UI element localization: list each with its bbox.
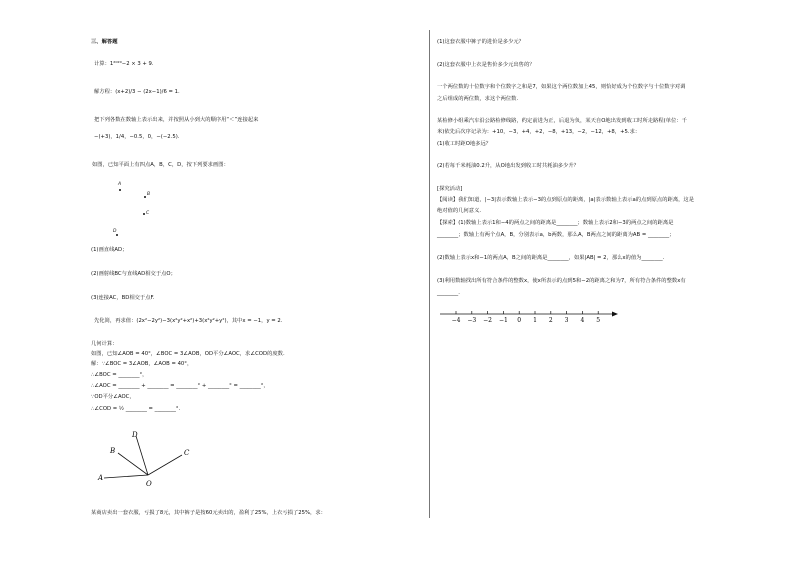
geometry-given: 如图，已知∠AOB = 40°，∠BOC = 3∠AOB，OD平分∠AOC，求∠COD的度数. bbox=[91, 351, 285, 357]
reading-hint-line-1: 【阅读】我们知道，|−3|表示数轴上表示−3的点到原点的距离，|a|表示数轴上表示a的点到原点的距离，这是 bbox=[437, 197, 695, 203]
number-line-ticks bbox=[452, 311, 601, 324]
geometry-step-2: ∴∠AOC = ________ + ________ = ________° + ________° = ________°， bbox=[91, 383, 269, 389]
explore-q1-line-2: ________；数轴上有两个点A，B，分别表示a，b两数，那么A，B两点之间的距离为AB = ________； bbox=[437, 232, 675, 238]
draw-step-2: (2)画射线BC与直线AD相交于点O； bbox=[91, 271, 176, 277]
digits-question-line-2: 之后组成的两位数，求这个两位数. bbox=[437, 96, 519, 102]
fig-label-d: D bbox=[132, 431, 138, 439]
number-order-values: −(+3)，1/4，−0.5，0，−(−2.5). bbox=[94, 134, 180, 140]
geometry-title: 几何计算： bbox=[91, 341, 118, 347]
taxi-sub-question-1: (1)收工时距O地多远？ bbox=[437, 141, 492, 147]
point-a-label: A bbox=[118, 182, 122, 187]
explore-q1-line-1: 【探索】(1)数轴上表示1和−4的两点之间的距离是________；数轴上表示2和−3的两点之间的距离是 bbox=[437, 220, 674, 226]
geometry-step-4: ∴∠COD = ½ ________ = ________°. bbox=[91, 406, 181, 412]
taxi-question-line-2: 米)依先后次序记录为：+10，−3，+4，+2，−8，+13，−2，−12，+8，+5.求： bbox=[437, 129, 641, 135]
point-d-label: D bbox=[113, 229, 117, 234]
point-a-dot bbox=[119, 189, 121, 191]
ray-oa bbox=[104, 475, 148, 478]
geometry-step-3: ∵OD平分∠AOC， bbox=[91, 394, 135, 400]
digits-question-line-1: 一个两位数的十位数字和个位数字之和是7，如果这个两位数加上45，则恰好成为个位数字与十位数字对调 bbox=[437, 84, 686, 90]
point-d-dot bbox=[116, 234, 118, 236]
number-line-tick-label: 3 bbox=[564, 317, 569, 324]
explore-title: [探究活动] bbox=[437, 186, 463, 192]
geometry-solution-intro: 解：∵∠BOC = 3∠AOB，∠AOB = 40°， bbox=[91, 361, 193, 367]
calc-problem: 计算：1²⁰²⁰−2 × 3 + 9. bbox=[94, 61, 154, 67]
store-question: 某商店卖出一套衣服，亏损了8元，其中裤子是按60元卖出的，盈利了25%，上衣亏损了25%，求： bbox=[91, 510, 326, 516]
number-line-arrow bbox=[612, 312, 618, 317]
number-line-tick-label: 4 bbox=[580, 317, 585, 324]
number-line-tick-label: −3 bbox=[467, 317, 477, 324]
ray-od bbox=[136, 436, 148, 475]
solve-equation-problem: 解方程：(x+2)/3 − (2x−1)/6 = 1. bbox=[94, 89, 180, 95]
draw-step-3: (3)连接AC，BD相交于点F. bbox=[91, 295, 155, 301]
taxi-question-line-1: 某检修小组乘汽车沿公路检修线路，约定前进为正，后退为负，某天自O地出发到收工时所走路程(单位：千 bbox=[437, 118, 687, 124]
ray-ob bbox=[118, 453, 148, 475]
explore-q2: (2)数轴上表示x和−1的两点A，B之间的距离是________，如果|AB| = 2，那么x的值为________. bbox=[437, 255, 665, 261]
store-sub-question-2: (2)这套衣服中上衣是售价多少元出售的？ bbox=[437, 62, 535, 68]
number-line-tick-label: 1 bbox=[533, 317, 537, 324]
angle-figure bbox=[96, 428, 196, 490]
number-line-tick-label: 2 bbox=[548, 317, 553, 324]
fig-label-b: B bbox=[110, 447, 116, 455]
fig-label-c: C bbox=[184, 449, 190, 457]
ray-oc bbox=[148, 455, 182, 475]
fig-label-a: A bbox=[98, 474, 104, 482]
point-c-dot bbox=[143, 213, 145, 215]
number-line-tick-label: −2 bbox=[483, 317, 493, 324]
fig-label-o: O bbox=[146, 480, 152, 488]
reading-hint-line-2: 绝对值的几何意义. bbox=[437, 208, 482, 214]
number-line bbox=[436, 306, 622, 330]
points-question: 如图，已知平面上有四点A，B，C，D，按下列要求画图： bbox=[92, 162, 229, 168]
number-line-tick-label: −4 bbox=[451, 317, 461, 324]
explore-q3-line-1: (3)利用数轴找出所有符合条件的整数x，使x所表示的点到5和−2的距离之和为7，所有符合条件的整数x有 bbox=[437, 278, 686, 284]
number-line-tick-label: 5 bbox=[596, 317, 601, 324]
point-b-dot bbox=[144, 196, 146, 198]
number-line-tick-label: 0 bbox=[517, 317, 522, 324]
store-sub-question-1: (1)这套衣服中裤子的进价是多少元？ bbox=[437, 39, 524, 45]
point-b-label: B bbox=[147, 192, 151, 197]
number-line-tick-label: −1 bbox=[498, 317, 508, 324]
section-title: 三、解答题 bbox=[91, 39, 118, 45]
explore-q3-line-2: ________. bbox=[437, 290, 460, 296]
taxi-sub-question-2: (2)若每千米耗油0.2升，从O地出发到收工时共耗油多少升？ bbox=[437, 163, 579, 169]
geometry-step-1: ∴∠BOC = ________°， bbox=[91, 372, 148, 378]
number-order-question: 把下列各数在数轴上表示出来，并按照从小到大的顺序用“＜”连接起来 bbox=[94, 117, 259, 123]
simplify-problem: 先化简，再求值：(2x²−2y²)−3(x²y²+x²)+3(x²y²+y²)，其中x = −1，y = 2. bbox=[94, 318, 283, 324]
point-c-label: C bbox=[146, 211, 150, 216]
column-divider bbox=[429, 30, 430, 518]
draw-step-1: (1)画直线AD； bbox=[91, 247, 128, 253]
